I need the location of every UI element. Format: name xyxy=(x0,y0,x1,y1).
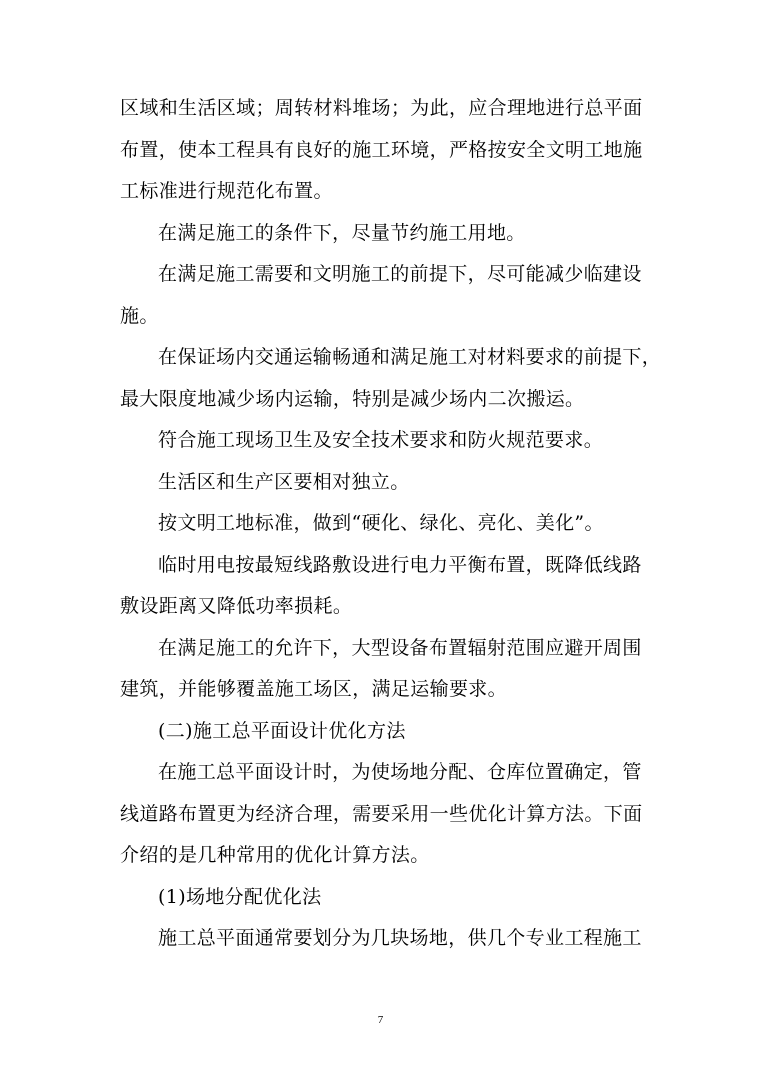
text-line: 按文明工地标准，做到“硬化、绿化、亮化、美化”。 xyxy=(158,512,604,534)
text-line: 线道路布置更为经济合理，需要采用一些优化计算方法。下面 xyxy=(120,802,643,825)
text-line: 符合施工现场卫生及安全技术要求和防火规范要求。 xyxy=(158,429,604,451)
text-line: 工标准进行规范化布置。 xyxy=(120,180,333,202)
subsection-heading: (1)场地分配优化法 xyxy=(158,885,322,908)
text-line: 临时用电按最短线路敷设进行电力平衡布置，既降低线路 xyxy=(158,553,642,576)
text-line: 建筑，并能够覆盖施工场区，满足运输要求。 xyxy=(120,678,508,700)
text-line: 在施工总平面设计时，为使场地分配、仓库位置确定，管 xyxy=(158,761,642,783)
section-heading: (二)施工总平面设计优化方法 xyxy=(158,719,406,742)
page-number: 7 xyxy=(377,1014,384,1026)
text-line: 在满足施工的条件下，尽量节约施工用地。 xyxy=(158,221,526,244)
text-line: 介绍的是几种常用的优化计算方法。 xyxy=(120,844,430,866)
text-line: 生活区和生产区要相对独立。 xyxy=(158,470,410,493)
text-line: 在满足施工的允许下，大型设备布置辐射范围应避开周围 xyxy=(158,636,642,659)
body-text xyxy=(120,88,662,960)
text-line: 在保证场内交通运输畅通和满足施工对材料要求的前提下， xyxy=(158,346,662,368)
text-line: 区域和生活区域；周转材料堆场；为此，应合理地进行总平面 xyxy=(120,97,643,119)
text-line: 施。 xyxy=(120,304,159,327)
text-line: 在满足施工需要和文明施工的前提下，尽可能减少临建设 xyxy=(158,263,642,285)
text-line: 布置，使本工程具有良好的施工环境，严格按安全文明工地施 xyxy=(120,138,643,161)
text-line: 敷设距离又降低功率损耗。 xyxy=(120,595,353,617)
text-line: 最大限度地减少场内运输，特别是减少场内二次搬运。 xyxy=(120,387,585,410)
text-line: 施工总平面通常要划分为几块场地，供几个专业工程施工 xyxy=(158,927,642,949)
